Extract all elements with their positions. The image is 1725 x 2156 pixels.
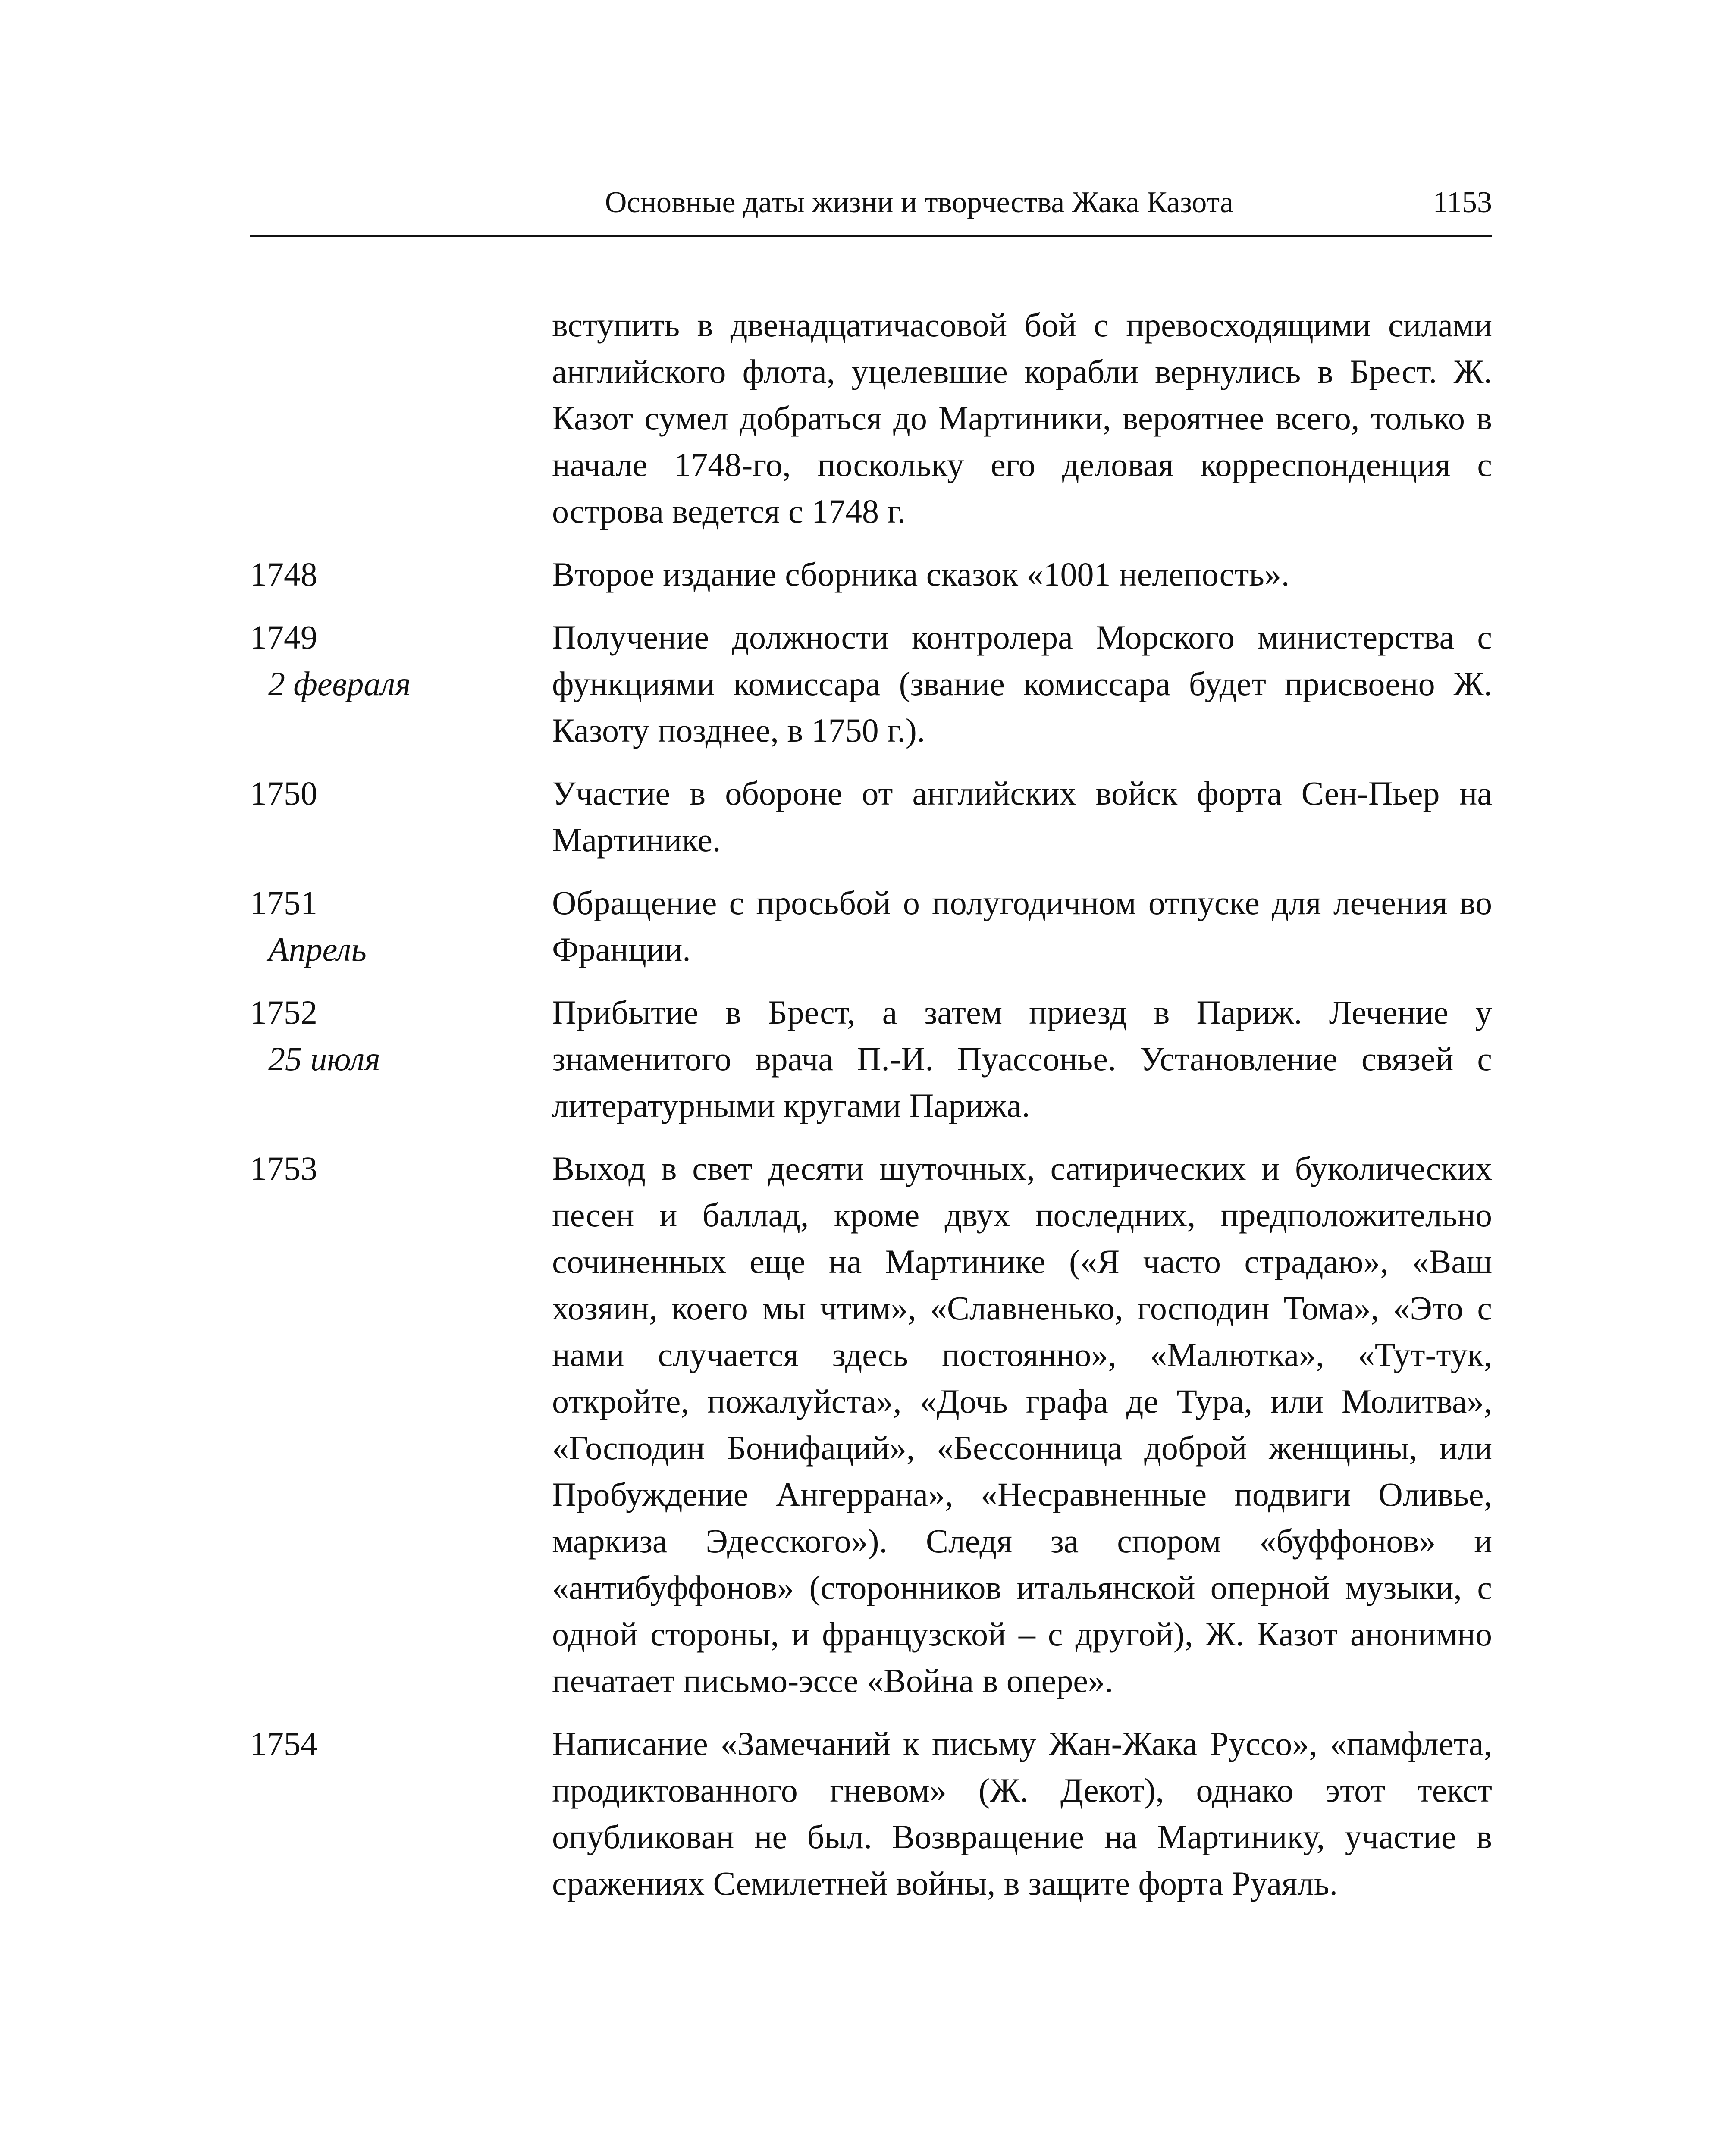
entry-text: Выход в свет десяти шуточных, сатирических и буколических песен и баллад, кроме двух последних, предположительно сочиненных еще на Мартинике («Я часто страдаю», «Ваш хозяин, коего мы чтим», «Славненько, господин Тома», «Это с нами случается здесь постоянно», «Малютка», «Тут-тук, откройте, пожалуйста», «Дочь графа де Тура, или Молитва», «Господин Бонифаций», «Бессонница доброй женщины, или Пробуждение Ангеррана», «Несравненные подвиги Оливье, маркиза Эдесского»). Следя за спором «буффонов» и «антибуффонов» (сторонников итальянской оперной музыки, с одной стороны, и французской – с другой), Ж. Казот анонимно печатает письмо-эссе «Война в опере».	[552, 1150, 1492, 1699]
entry-text: Получение должности контролера Морского министерства с функциями комиссара (звание комиссара будет присвоено Ж. Казоту позднее, в 1750 г.).	[552, 618, 1492, 749]
entry-date	[250, 551, 552, 598]
chronology-entry	[250, 614, 1492, 754]
entry-text: Написание «Замечаний к письму Жан-Жака Руссо», «памфлета, продиктованного гневом» (Ж. Декот), однако этот текст опубликован не был. Возвращение на Мартинику, участие в сражениях Семилетней войны, в защите форта Руаяль.	[552, 1725, 1492, 1902]
chronology-entry	[250, 770, 1492, 863]
entry-day: Апрель	[268, 931, 367, 968]
entry-text: Прибытие в Брест, а затем приезд в Париж. Лечение у знаменитого врача П.-И. Пуассонье. Установление связей с литературными кругами Парижа.	[552, 993, 1492, 1124]
entry-date	[250, 614, 552, 707]
entry-date	[250, 1720, 552, 1767]
entry-date	[250, 880, 552, 973]
entry-text: Участие в обороне от английских войск форта Сен-Пьер на Мартинике.	[552, 774, 1492, 859]
chronology-entry	[250, 551, 1492, 598]
entry-date	[250, 989, 552, 1082]
chronology-entry	[250, 880, 1492, 973]
entry-text: Обращение с просьбой о полугодичном отпуске для лечения во Франции.	[552, 884, 1492, 968]
entry-date	[250, 1145, 552, 1192]
entry-year: 1749	[250, 618, 317, 656]
entry-date	[250, 770, 552, 817]
chronology-entry	[250, 1145, 1492, 1704]
entry-day: 2 февраля	[268, 665, 411, 702]
running-header	[250, 172, 1492, 224]
page-number: 1153	[1433, 186, 1492, 219]
chronology-entry	[250, 989, 1492, 1129]
entry-year: 1753	[250, 1150, 317, 1187]
chronology-entry	[250, 1720, 1492, 1907]
entry-year: 1754	[250, 1725, 317, 1762]
entry-year: 1750	[250, 774, 317, 812]
entry-year: 1752	[250, 993, 317, 1031]
entry-day: 25 июля	[268, 1040, 380, 1078]
entry-text: Второе издание сборника сказок «1001 нелепость».	[552, 555, 1290, 593]
entry-year: 1751	[250, 884, 317, 921]
chronology-entry	[250, 302, 1492, 535]
entry-text: вступить в двенадцатичасовой бой с превосходящими силами английского флота, уцелевшие корабли вернулись в Брест. Ж. Казот сумел добраться до Мартиники, вероятнее всего, только в начале 1748-го, поскольку его деловая корреспонденция с острова ведется с 1748 г.	[552, 306, 1492, 530]
header-rule	[250, 235, 1492, 237]
entry-year: 1748	[250, 555, 317, 593]
chronology-list	[250, 302, 1492, 1923]
running-title: Основные даты жизни и творчества Жака Казота	[605, 186, 1233, 219]
